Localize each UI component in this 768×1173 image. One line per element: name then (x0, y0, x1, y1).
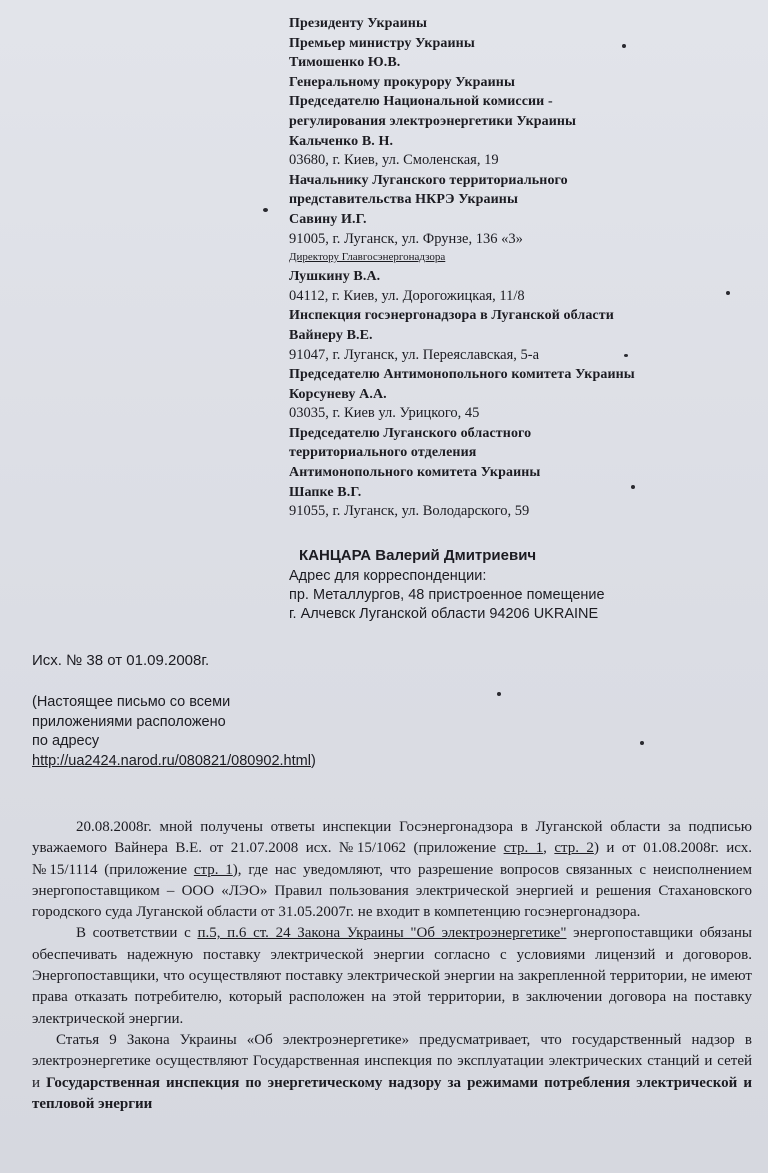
recipient-line: 03680, г. Киев, ул. Смоленская, 19 (289, 152, 499, 169)
note-link-line (32, 752, 316, 772)
recipient-line: Председателю Национальной комиссии - (289, 94, 553, 110)
recipient-line: Корсуневу А.А. (289, 386, 387, 402)
recipient-line: Вайнеру В.Е. (289, 327, 373, 343)
recipient-line: Председателю Луганского областного (289, 425, 532, 441)
recipient-line: 91005, г. Луганск, ул. Фрунзе, 136 «3» (289, 230, 523, 247)
recipient-line: Тимошенко Ю.В. (289, 55, 401, 71)
ink-speck (624, 354, 628, 357)
law-reference-link[interactable]: п.5, п.6 ст. 24 Закона Украины "Об электроэнергетике" (197, 925, 567, 942)
body-text: Статья 9 Закона Украины «Об электроэнергетике» предусматривает, что государственный надзор в электроэнергетике осуществляют Государственная инспекция по эксплуатации электрических станций и сетей и (32, 1031, 752, 1091)
recipient-line: представительства НКРЭ Украины (289, 192, 518, 208)
recipient-line: Председателю Антимонопольного комитета Украины (289, 367, 635, 383)
recipient-line: 03035, г. Киев ул. Урицкого, 45 (289, 405, 480, 422)
appendix-link[interactable]: стр. 2 (554, 840, 594, 857)
recipient-line: Савину И.Г. (289, 211, 367, 227)
body-text: ) и от 01.08.2008г. исх. №15/1114 (приложение (32, 840, 752, 878)
recipient-line: Антимонопольного комитета Украины (289, 465, 541, 481)
body-text: 20.08.2008г. мной получены ответы инспекции Госэнергонадзора в Луганской области за подписью уважаемого Вайнера В.Е. от 21.07.2008 исх. №15/1062 (приложение (32, 819, 752, 857)
recipient-line: Премьер министру Украины (289, 35, 475, 51)
letter-body (32, 817, 752, 1115)
recipient-line: Кальченко В. Н. (289, 133, 394, 149)
ink-speck (497, 692, 501, 696)
body-paragraph-3 (32, 1030, 752, 1115)
sender-address-label: Адрес для корреспонденции: (289, 568, 487, 584)
recipient-line: 91047, г. Луганск, ул. Переяславская, 5-а (289, 346, 540, 363)
body-paragraph-1 (32, 817, 752, 923)
recipients-block (289, 14, 759, 522)
body-bold-text: Государственная инспекция по энергетическому надзору за режимами потребления электрической и тепловой энергии (32, 1074, 753, 1112)
sender-name: КАНЦАРА Валерий Дмитриевич (299, 547, 537, 564)
recipient-line: Директору Главгосэнергонадзора (289, 251, 446, 264)
body-text: В соответствии с (76, 925, 198, 942)
ink-speck (726, 291, 730, 295)
body-text: ), где нас уведомляют, что разрешение вопросов связанных с неисполнением энергопоставщиком – ООО «ЛЭО» Правил пользования электрической энергией и решения Стахановского городского суда Луганской области от 31.05.2007г. не входит в компетенцию госэнергонадзора. (32, 861, 752, 921)
ink-speck (640, 741, 644, 745)
recipient-line: территориального отделения (289, 445, 477, 461)
body-text: , (543, 840, 555, 857)
recipient-line: Лушкину В.А. (289, 269, 381, 285)
note-line: приложениями расположено (32, 713, 226, 730)
recipient-line: 04112, г. Киев, ул. Дорогожицкая, 11/8 (289, 287, 525, 304)
ink-speck (263, 208, 268, 212)
ink-speck (631, 485, 635, 489)
appendix-link[interactable]: стр. 1 (193, 861, 233, 878)
sender-block (289, 546, 759, 624)
outgoing-reference: Исх. № 38 от 01.09.2008г. (32, 652, 210, 669)
note-line: по адресу (32, 733, 100, 749)
body-paragraph-2 (32, 923, 752, 1029)
ink-speck (622, 44, 626, 48)
recipient-line: Шапке В.Г. (289, 484, 362, 500)
recipient-line: Президенту Украины (289, 16, 427, 31)
note-line: (Настоящее письмо со всеми (32, 694, 231, 710)
recipient-line: регулирования электроэнергетики Украины (289, 113, 577, 129)
note-link[interactable]: http://ua2424.narod.ru/080821/080902.html (32, 752, 311, 769)
body-text: энергопоставщики обязаны обеспечивать надежную поставку электрической энергии согласно с условиями лицензий и договоров. Энергопоставщики, что осуществляют поставку электрической энергии на закрепленной территории, не имеют права отказать потребителю, который расположен на этой территории, в заключении договора на поставку электрической энергии. (32, 925, 752, 1027)
appendix-link[interactable]: стр. 1 (503, 840, 544, 857)
recipient-line: 91055, г. Луганск, ул. Володарского, 59 (289, 503, 530, 520)
recipient-line: Инспекция госэнергонадзора в Луганской области (289, 308, 614, 324)
sender-address-line1: пр. Металлургов, 48 пристроенное помещение (289, 587, 605, 603)
sender-address-line2: г. Алчевск Луганской области 94206 UKRAINE (289, 606, 599, 622)
recipient-line: Генеральному прокурору Украины (289, 74, 515, 90)
recipient-line: Начальнику Луганского территориального (289, 172, 568, 188)
note-close-paren: ) (310, 752, 316, 769)
note-block (32, 693, 316, 771)
